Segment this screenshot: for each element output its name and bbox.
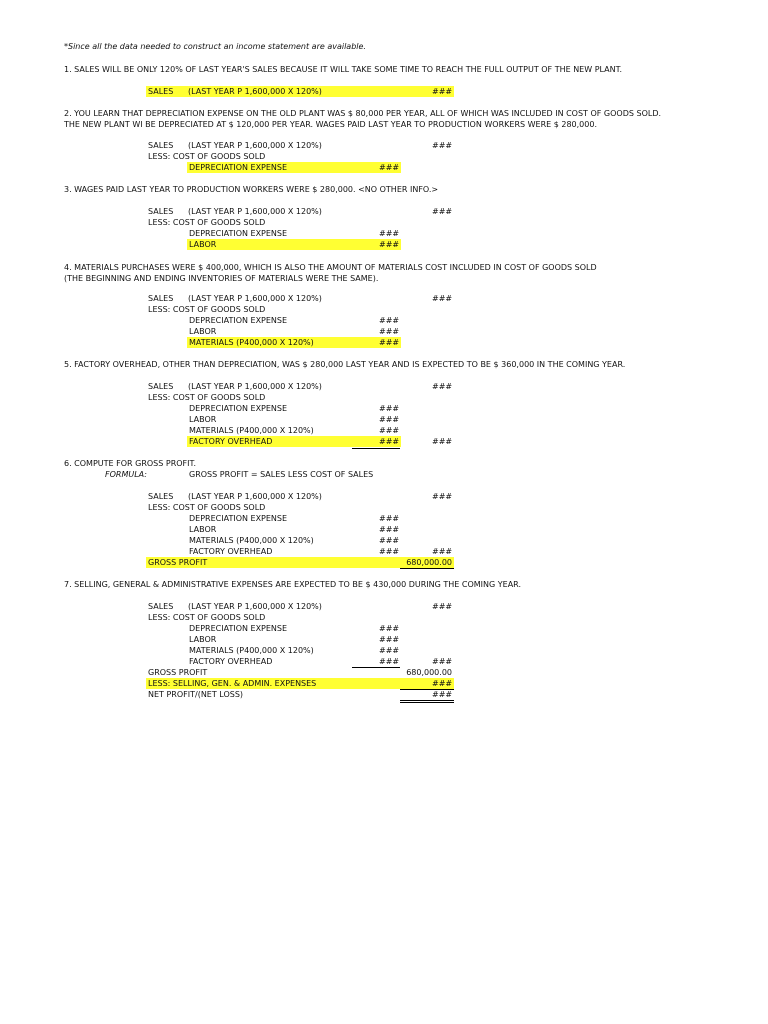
sales-value: ### [432, 207, 453, 216]
question-4-line-1: 4. MATERIALS PURCHASES WERE $ 400,000, WHICH IS ALSO THE AMOUNT OF MATERIALS COST INCLUDED IN COST OF GOODS SOLD [64, 263, 597, 272]
question-1: 1. SALES WILL BE ONLY 120% OF LAST YEAR'S SALES BECAUSE IT WILL TAKE SOME TIME TO REACH THE FULL OUTPUT OF THE NEW PLANT. [64, 65, 623, 74]
less-cogs-label: LESS: COST OF GOODS SOLD [148, 305, 266, 314]
materials-label: MATERIALS (P400,000 X 120%) [189, 338, 314, 347]
materials-label: MATERIALS (P400,000 X 120%) [189, 536, 314, 545]
highlight-labor-row [187, 239, 401, 250]
sales-value: ### [432, 294, 453, 303]
materials-value: ### [379, 426, 400, 435]
formula-text: GROSS PROFIT = SALES LESS COST OF SALES [189, 470, 374, 479]
factory-overhead-label: FACTORY OVERHEAD [189, 547, 273, 556]
question-6: 6. COMPUTE FOR GROSS PROFIT. [64, 459, 196, 468]
materials-value: ### [379, 646, 400, 655]
sales-value: ### [432, 141, 453, 150]
formula-label: FORMULA: [105, 470, 147, 479]
sales-basis: (LAST YEAR P 1,600,000 X 120%) [188, 207, 322, 216]
labor-value: ### [379, 525, 400, 534]
depreciation-value: ### [379, 624, 400, 633]
question-5: 5. FACTORY OVERHEAD, OTHER THAN DEPRECIATION, WAS $ 280,000 LAST YEAR AND IS EXPECTED TO BE $ 360,000 IN THE COMING YEAR. [64, 360, 626, 369]
less-cogs-label: LESS: COST OF GOODS SOLD [148, 152, 266, 161]
less-cogs-label: LESS: COST OF GOODS SOLD [148, 613, 266, 622]
sales-basis: (LAST YEAR P 1,600,000 X 120%) [188, 492, 322, 501]
sales-label: SALES [148, 141, 174, 150]
depreciation-label: DEPRECIATION EXPENSE [189, 163, 288, 172]
gross-profit-label: GROSS PROFIT [148, 558, 208, 567]
sales-label: SALES [148, 602, 174, 611]
sales-basis: (LAST YEAR P 1,600,000 X 120%) [188, 141, 322, 150]
factory-overhead-value: ### [379, 547, 400, 556]
sales-label: SALES [148, 87, 174, 96]
labor-label: LABOR [189, 635, 217, 644]
intro-note: *Since all the data needed to construct an income statement are available. [64, 42, 366, 51]
depreciation-label: DEPRECIATION EXPENSE [189, 514, 288, 523]
less-cogs-label: LESS: COST OF GOODS SOLD [148, 218, 266, 227]
labor-value: ### [379, 635, 400, 644]
net-profit-underline-2 [400, 702, 454, 703]
sales-label: SALES [148, 294, 174, 303]
sales-label: SALES [148, 207, 174, 216]
sales-label: SALES [148, 492, 174, 501]
depreciation-label: DEPRECIATION EXPENSE [189, 624, 288, 633]
depreciation-label: DEPRECIATION EXPENSE [189, 404, 288, 413]
depreciation-value: ### [379, 514, 400, 523]
gross-profit-value: 680,000.00 [406, 668, 452, 677]
factory-overhead-label: FACTORY OVERHEAD [189, 657, 273, 666]
labor-value: ### [379, 415, 400, 424]
sales-value: ### [432, 602, 453, 611]
less-cogs-label: LESS: COST OF GOODS SOLD [148, 503, 266, 512]
sales-value: ### [432, 87, 453, 96]
gross-profit-underline [400, 568, 454, 569]
total-cogs-value: ### [432, 547, 453, 556]
question-3: 3. WAGES PAID LAST YEAR TO PRODUCTION WORKERS WERE $ 280,000. <NO OTHER INFO.> [64, 185, 439, 194]
depreciation-label: DEPRECIATION EXPENSE [189, 316, 288, 325]
sales-basis: (LAST YEAR P 1,600,000 X 120%) [188, 382, 322, 391]
question-7: 7. SELLING, GENERAL & ADMINISTRATIVE EXPENSES ARE EXPECTED TO BE $ 430,000 DURING THE COMING YEAR. [64, 580, 521, 589]
labor-value: ### [379, 240, 400, 249]
depreciation-value: ### [379, 163, 400, 172]
labor-label: LABOR [189, 327, 217, 336]
sales-basis: (LAST YEAR P 1,600,000 X 120%) [188, 87, 322, 96]
total-cogs-value: ### [432, 657, 453, 666]
question-2-line-1: 2. YOU LEARN THAT DEPRECIATION EXPENSE ON THE OLD PLANT WAS $ 80,000 PER YEAR, ALL OF WHICH WAS INCLUDED IN COST OF GOODS SOLD. [64, 109, 662, 118]
labor-value: ### [379, 327, 400, 336]
less-sga-label: LESS: SELLING, GEN. & ADMIN. EXPENSES [148, 679, 317, 688]
factory-overhead-label: FACTORY OVERHEAD [189, 437, 273, 446]
depreciation-value: ### [379, 229, 400, 238]
question-2-line-2: THE NEW PLANT WI BE DEPRECIATED AT $ 120,000 PER YEAR. WAGES PAID LAST YEAR TO PRODUCTION WORKERS WERE $ 280,000. [64, 120, 597, 129]
materials-value: ### [379, 536, 400, 545]
sga-value: ### [432, 679, 453, 688]
question-4-line-2: (THE BEGINNING AND ENDING INVENTORIES OF MATERIALS WERE THE SAME). [64, 274, 379, 283]
labor-label: LABOR [189, 240, 217, 249]
sales-basis: (LAST YEAR P 1,600,000 X 120%) [188, 602, 322, 611]
labor-label: LABOR [189, 415, 217, 424]
net-profit-value: ### [432, 690, 453, 699]
depreciation-value: ### [379, 404, 400, 413]
net-profit-label: NET PROFIT/(NET LOSS) [148, 690, 244, 699]
factory-overhead-value: ### [379, 657, 400, 666]
sales-value: ### [432, 382, 453, 391]
gross-profit-label: GROSS PROFIT [148, 668, 208, 677]
materials-value: ### [379, 338, 400, 347]
sales-value: ### [432, 492, 453, 501]
net-profit-underline-1 [400, 700, 454, 701]
sales-basis: (LAST YEAR P 1,600,000 X 120%) [188, 294, 322, 303]
sales-label: SALES [148, 382, 174, 391]
gross-profit-value: 680,000.00 [406, 558, 452, 567]
depreciation-label: DEPRECIATION EXPENSE [189, 229, 288, 238]
factory-overhead-value: ### [379, 437, 400, 446]
materials-label: MATERIALS (P400,000 X 120%) [189, 646, 314, 655]
total-cogs-value: ### [432, 437, 453, 446]
depreciation-value: ### [379, 316, 400, 325]
subtotal-underline [352, 448, 400, 449]
labor-label: LABOR [189, 525, 217, 534]
materials-label: MATERIALS (P400,000 X 120%) [189, 426, 314, 435]
less-cogs-label: LESS: COST OF GOODS SOLD [148, 393, 266, 402]
